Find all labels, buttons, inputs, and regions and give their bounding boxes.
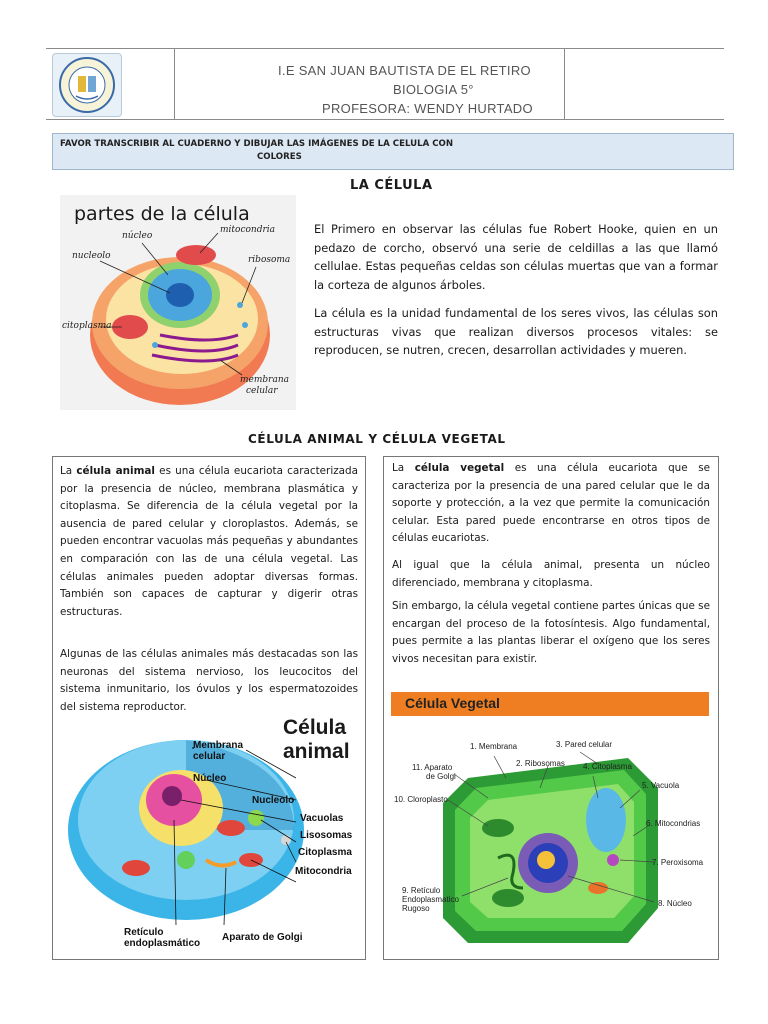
comparison-title: CÉLULA ANIMAL Y CÉLULA VEGETAL [248, 432, 506, 446]
label-line: 11. Aparato [412, 763, 453, 772]
plant-label-11 [412, 763, 456, 781]
plant-label-1: 1. Membrana [470, 742, 518, 751]
animal-label-golgi: Aparato de Golgi [222, 932, 303, 943]
school-logo [52, 53, 122, 117]
plant-figure-title: Célula Vegetal [405, 695, 500, 711]
animal-figure-title-line: Célula [283, 716, 347, 739]
plant-paragraph-1 [392, 460, 710, 548]
label-line: de Golgi [426, 772, 456, 781]
animal-label-nucleo: Núcleo [193, 773, 227, 784]
label-celular: celular [246, 386, 278, 396]
plant-cell-diagram [428, 748, 678, 948]
instruction-box [52, 133, 734, 170]
label-ribosoma: ribosoma [248, 255, 291, 265]
term-celula-vegetal: célula vegetal [414, 462, 505, 474]
text-run: es una célula eucariota que se caracteriza por la presencia de una pared celular que le da soporte y protección, a la vez que permite la comunicación celular. Esta pared puede encontrarse en otros tipos de células eucariotas. [392, 462, 710, 545]
animal-label-lisosomas: Lisosomas [300, 830, 353, 841]
label-line: Rugoso [402, 904, 430, 913]
plant-label-9 [402, 886, 459, 913]
plant-label-10: 10. Cloroplasto [394, 795, 448, 804]
text-run: La [60, 465, 77, 477]
animal-figure-title-line: animal [283, 740, 350, 763]
animal-label-reticulo [124, 927, 200, 949]
document-header [46, 48, 724, 120]
label-line: celular [193, 751, 226, 762]
school-crest-icon [58, 56, 116, 114]
header-text [178, 61, 598, 118]
animal-label-mitocondria: Mitocondria [295, 866, 352, 877]
term-celula-animal: célula animal [76, 465, 155, 477]
label-line: 9. Retículo [402, 886, 441, 895]
school-name: I.E SAN JUAN BAUTISTA DE EL RETIRO [278, 63, 531, 78]
animal-label-citoplasma: Citoplasma [298, 847, 352, 858]
teacher-name: PROFESORA: WENDY HURTADO [322, 101, 533, 116]
label-line: Endoplasmatico [402, 895, 459, 904]
plant-label-4: 4. Citoplasma [583, 762, 632, 771]
cell-paragraph-1: El Primero en observar las células fue Robert Hooke, quien en un pedazo de corcho, observó una serie de celdillas a las que llamó cellulae. Estas pequeñas celdas son células muertas que van a formar la corteza de algunos árboles. [314, 222, 718, 292]
label-line: Membrana [193, 740, 244, 751]
animal-paragraph-2: Algunas de las células animales más destacadas son las neuronas del sistema nervioso, los leucocitos del sistema inmunitario, los óvulos y los espermatozoides del sistema reproductor. [60, 648, 358, 713]
cell-paragraph-2: La célula es la unidad fundamental de los seres vivos, las células son estructuras vivas que realizan diversos procesos vitales: se reproducen, se nutren, crecen, desarrollan actividades y mueren. [314, 306, 718, 357]
text-run: La [392, 462, 415, 474]
plant-paragraph-2: Al igual que la célula animal, presenta un núcleo diferenciado, membrana y citoplasma. [392, 559, 710, 589]
header-divider [174, 49, 175, 119]
animal-label-vacuolas: Vacuolas [300, 813, 344, 824]
label-line: endoplasmático [124, 938, 201, 949]
label-nucleo: núcleo [122, 231, 153, 241]
plant-paragraph-3: Sin embargo, la célula vegetal contiene partes únicas que se encargan del proceso de la fotosíntesis. Algo fundamental, pues permite a las plantas liberar el oxígeno que los seres vivos necesitan para existir. [392, 600, 710, 665]
instruction-line: FAVOR TRANSCRIBIR AL CUADERNO Y DIBUJAR LAS IMÁGENES DE LA CELULA CON [60, 139, 454, 149]
label-citoplasma: citoplasma [62, 321, 112, 331]
figure-title: partes de la célula [74, 203, 250, 225]
text-run: es una célula eucariota caracterizada por la presencia de núcleo, membrana plasmática y citoplasma. Se diferencia de la célula vegetal por la ausencia de pared celular y cloroplastos. Además, se pueden encontrar vacuolas más pequeñas y abundantes en comparación con las de una célula vegetal. Las células animales pueden adoptar diversas formas. También son capaces de capturar y digerir otras estructuras. [60, 465, 358, 618]
plant-label-7: 7. Peroxisoma [652, 858, 704, 867]
plant-figure-banner [391, 692, 709, 716]
plant-label-2: 2. Ribosomas [516, 759, 565, 768]
animal-label-membrana [193, 740, 243, 762]
plant-label-5: 5. Vacuola [642, 781, 680, 790]
label-nucleolo: nucleolo [72, 251, 111, 261]
plant-label-6: 6. Mitocondrias [646, 819, 701, 828]
animal-label-nucleolo: Nucleolo [252, 795, 295, 806]
animal-paragraph-1 [60, 463, 358, 621]
label-line: Retículo [124, 927, 164, 938]
instruction-line: COLORES [257, 152, 302, 162]
plant-label-8: 8. Núcleo [658, 899, 692, 908]
label-mitocondria: mitocondria [220, 225, 276, 235]
animal-figure-title [283, 716, 350, 764]
plant-label-3: 3. Pared celular [556, 740, 613, 749]
label-membrana: membrana [240, 375, 289, 385]
cell-parts-figure [60, 195, 296, 410]
subject-name: BIOLOGIA 5° [393, 82, 474, 97]
section-title-cell: LA CÉLULA [350, 178, 433, 193]
